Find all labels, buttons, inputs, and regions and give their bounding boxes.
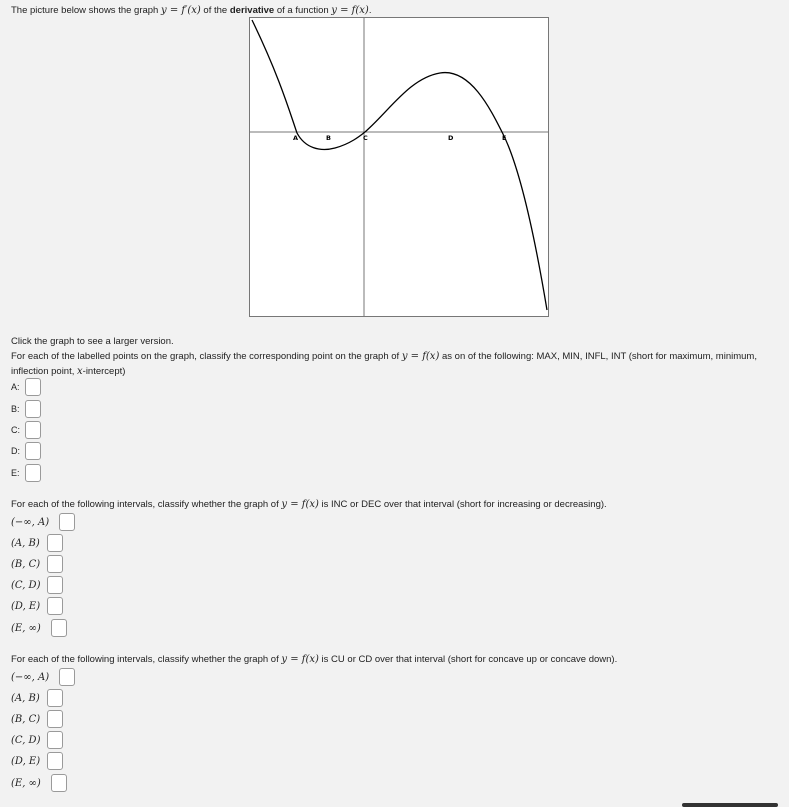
point-input-b[interactable] [25,400,41,418]
inc-dec-row-6 [11,618,67,638]
concavity-interval-6: (E, ∞) [11,777,41,789]
classify-points-instruction [11,349,771,379]
intro-text [11,4,371,17]
inc-dec-row-2 [11,533,63,553]
point-input-e[interactable] [25,464,41,482]
classify-x-math: x [77,366,83,377]
concavity-input-2[interactable] [47,689,63,707]
concavity-row-5 [11,751,63,771]
inc-dec-input-4[interactable] [47,576,63,594]
intro-period: . [368,5,372,16]
derivative-graph-svg [250,18,548,316]
graph-label-d: D [448,134,454,142]
concavity-input-3[interactable] [47,710,63,728]
inc-dec-interval-4: (C, D) [11,579,41,591]
concavity-row-2 [11,688,63,708]
concavity-input-6[interactable] [51,774,67,792]
inc-dec-row-4 [11,575,63,595]
point-label-d: D: [11,446,20,456]
inc-dec-interval-1: (−∞, A) [11,516,50,528]
point-input-c[interactable] [25,421,41,439]
concavity-row-3 [11,709,63,729]
graph-label-e: E [502,134,507,142]
point-label-a: A: [11,382,20,392]
concavity-suffix: is CU or CD over that interval (short for concave up or concave down). [318,654,618,665]
inc-dec-input-5[interactable] [47,597,63,615]
point-row-e [11,463,41,483]
point-row-c [11,420,41,440]
inc-dec-suffix: is INC or DEC over that interval (short for increasing or decreasing). [318,499,607,510]
concavity-row-4 [11,730,63,750]
concavity-math: y = f(x) [281,654,319,665]
point-input-a[interactable] [25,378,41,396]
concavity-interval-3: (B, C) [11,713,41,725]
intro-middle: of the [200,5,230,16]
point-label-e: E: [11,468,20,478]
concavity-input-4[interactable] [47,731,63,749]
point-row-a [11,377,41,397]
click-graph-text [11,334,771,349]
inc-dec-input-6[interactable] [51,619,67,637]
concavity-row-6 [11,773,67,793]
classify-suffix: as on of the following: MAX, MIN, INFL, INT (short for maximum, minimum, inflection point, [11,351,757,377]
inc-dec-interval-5: (D, E) [11,600,41,612]
bottom-scroll-indicator [682,803,778,807]
graph-label-b: B [326,134,331,142]
inc-dec-prefix: For each of the following intervals, classify whether the graph of [11,499,282,510]
derivative-graph[interactable] [249,17,549,317]
point-row-d [11,441,41,461]
concavity-input-5[interactable] [47,752,63,770]
inc-dec-row-3 [11,554,63,574]
graph-label-c: C [363,134,368,142]
derivative-curve [252,20,547,310]
intro-prefix: The picture below shows the graph [11,5,161,16]
inc-dec-row-1 [11,512,75,532]
inc-dec-interval-3: (B, C) [11,558,41,570]
point-row-b [11,399,41,419]
concavity-interval-2: (A, B) [11,692,40,704]
intro-math-function: y = f(x) [331,5,369,16]
concavity-interval-5: (D, E) [11,755,41,767]
concavity-instruction [11,652,771,667]
classify-math: y = f(x) [401,351,440,362]
concavity-input-1[interactable] [59,668,75,686]
inc-dec-math: y = f(x) [281,499,319,510]
inc-dec-row-5 [11,596,63,616]
point-input-d[interactable] [25,442,41,460]
point-label-b: B: [11,404,20,414]
inc-dec-interval-2: (A, B) [11,537,40,549]
intro-suffix: of a function [274,5,332,16]
concavity-interval-4: (C, D) [11,734,41,746]
click-instruction: Click the graph to see a larger version. [11,336,174,347]
graph-label-a: A [293,134,299,142]
inc-dec-input-3[interactable] [47,555,63,573]
classify-end: -intercept) [82,366,126,377]
inc-dec-interval-6: (E, ∞) [11,622,41,634]
inc-dec-instruction [11,497,771,512]
concavity-prefix: For each of the following intervals, classify whether the graph of [11,654,282,665]
intro-bold-derivative: derivative [229,5,275,16]
concavity-row-1 [11,667,75,687]
concavity-interval-1: (−∞, A) [11,671,50,683]
inc-dec-input-2[interactable] [47,534,63,552]
point-label-c: C: [11,425,20,435]
intro-math-derivative: y = f′(x) [160,5,201,16]
classify-prefix: For each of the labelled points on the graph, classify the corresponding point on the graph of [11,351,402,362]
inc-dec-input-1[interactable] [59,513,75,531]
